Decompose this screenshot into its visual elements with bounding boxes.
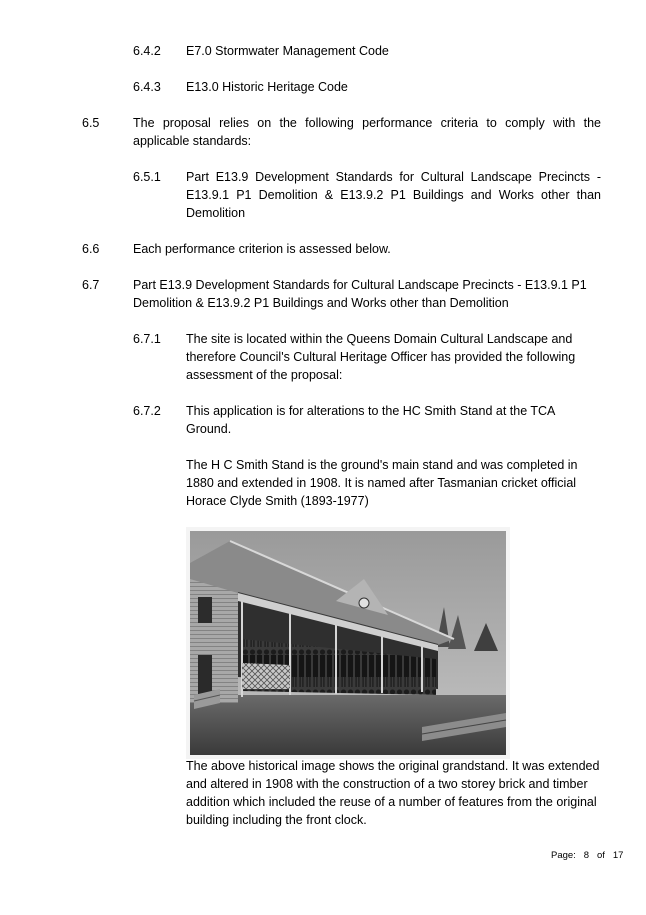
item-text: E7.0 Stormwater Management Code [186, 44, 389, 58]
item-text: Part E13.9 Development Standards for Cultural Landscape Precincts - E13.9.1 P1 Demolition & E13.9.2 P1 Buildings and Works other than Demolition [186, 170, 601, 220]
stand-description: The H C Smith Stand is the ground's main stand and was completed in 1880 and extended in 1908. It is named after Tasmanian cricket official Horace Clyde Smith (1893-1977) [186, 458, 578, 508]
item-number: 6.7 [82, 278, 100, 292]
item-number: 6.7.1 [133, 332, 161, 346]
item-number: 6.5 [82, 116, 100, 130]
item-text: The site is located within the Queens Domain Cultural Landscape and therefore Council's Cultural Heritage Officer has provided the following assessment of the proposal: [186, 332, 576, 382]
footer-of: of [596, 850, 605, 861]
item-number: 6.4.2 [133, 44, 161, 58]
item-text: Each performance criterion is assessed below. [133, 242, 391, 256]
footer-current-page: 8 [583, 850, 590, 861]
footer-page-label: Page: [551, 850, 576, 861]
item-text: This application is for alterations to the HC Smith Stand at the TCA Ground. [186, 404, 555, 436]
item-text: E13.0 Historic Heritage Code [186, 80, 348, 94]
page-footer [551, 850, 623, 861]
image-caption: The above historical image shows the original grandstand. It was extended and altered in 1908 with the construction of a two storey brick and timber addition which included the reuse of a number of features from the original building including the front clock. [186, 759, 600, 827]
footer-total-pages: 17 [612, 850, 624, 861]
item-number: 6.4.3 [133, 80, 161, 94]
item-number: 6.5.1 [133, 170, 161, 184]
item-number: 6.7.2 [133, 404, 161, 418]
item-number: 6.6 [82, 242, 100, 256]
item-text: The proposal relies on the following performance criteria to comply with the applicable standards: [133, 116, 601, 148]
historical-grandstand-photo [186, 527, 510, 759]
item-text: Part E13.9 Development Standards for Cultural Landscape Precincts - E13.9.1 P1 Demolition & E13.9.2 P1 Buildings and Works other than Demolition [133, 278, 587, 310]
